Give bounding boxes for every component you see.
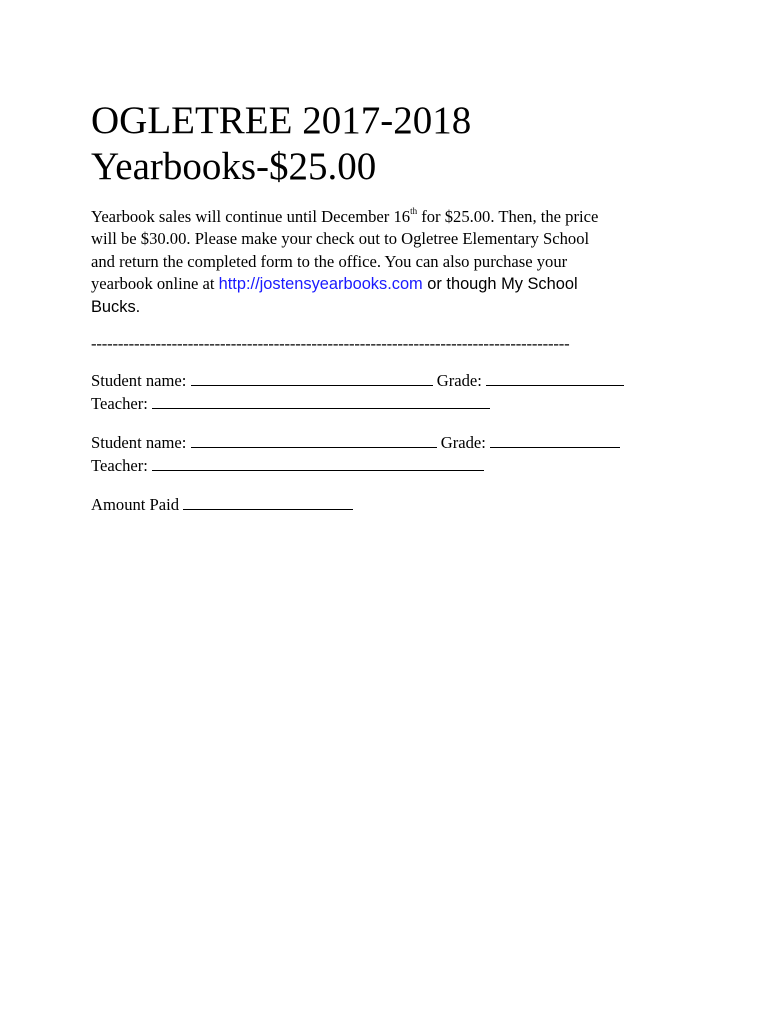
- intro-text: Yearbook sales will continue until December 16: [91, 207, 411, 226]
- amount-section: [91, 494, 353, 517]
- intro-text: for $25.00. Then, the price: [417, 207, 599, 226]
- ordinal-suffix: th: [410, 206, 418, 217]
- intro-line-3: and return the completed form to the office. You can also purchase your: [91, 251, 568, 271]
- intro-text: or though My School: [422, 275, 578, 294]
- student-name-field[interactable]: [191, 371, 433, 386]
- intro-line-1: [91, 206, 691, 228]
- student-name-label: Student name:: [91, 433, 187, 452]
- teacher-row: [91, 455, 620, 478]
- grade-label: Grade:: [440, 433, 486, 452]
- intro-line-4: [91, 273, 691, 295]
- student-name-label: Student name:: [91, 371, 187, 390]
- student-row: [91, 432, 620, 455]
- grade-field[interactable]: [490, 433, 620, 448]
- grade-field[interactable]: [486, 371, 624, 386]
- student-name-field[interactable]: [191, 433, 437, 448]
- title-line-price: Yearbooks-$25.00: [91, 145, 377, 188]
- intro-paragraph: [91, 206, 691, 318]
- amount-row: [91, 494, 353, 517]
- amount-paid-field[interactable]: [183, 495, 353, 510]
- title-line-school: OGLETREE 2017-2018: [91, 99, 472, 142]
- amount-paid-label: Amount Paid: [91, 495, 180, 514]
- teacher-field[interactable]: [152, 456, 484, 471]
- page-title: [91, 98, 471, 190]
- jostens-link[interactable]: http://jostensyearbooks.com: [218, 275, 423, 294]
- intro-line-5: Bucks.: [91, 297, 141, 316]
- teacher-label: Teacher:: [91, 393, 148, 413]
- student-row: [91, 370, 624, 393]
- order-entry-1: [91, 370, 624, 415]
- teacher-row: [91, 393, 624, 416]
- order-entry-2: [91, 432, 620, 477]
- teacher-label: Teacher:: [91, 455, 148, 475]
- intro-text: yearbook online at: [91, 274, 219, 294]
- intro-line-2: will be $30.00. Please make your check out to Ogletree Elementary School: [91, 229, 590, 249]
- cut-line: -----------------------------------------------------------------------------------------: [91, 334, 570, 353]
- grade-label: Grade:: [436, 371, 482, 390]
- teacher-field[interactable]: [152, 394, 490, 409]
